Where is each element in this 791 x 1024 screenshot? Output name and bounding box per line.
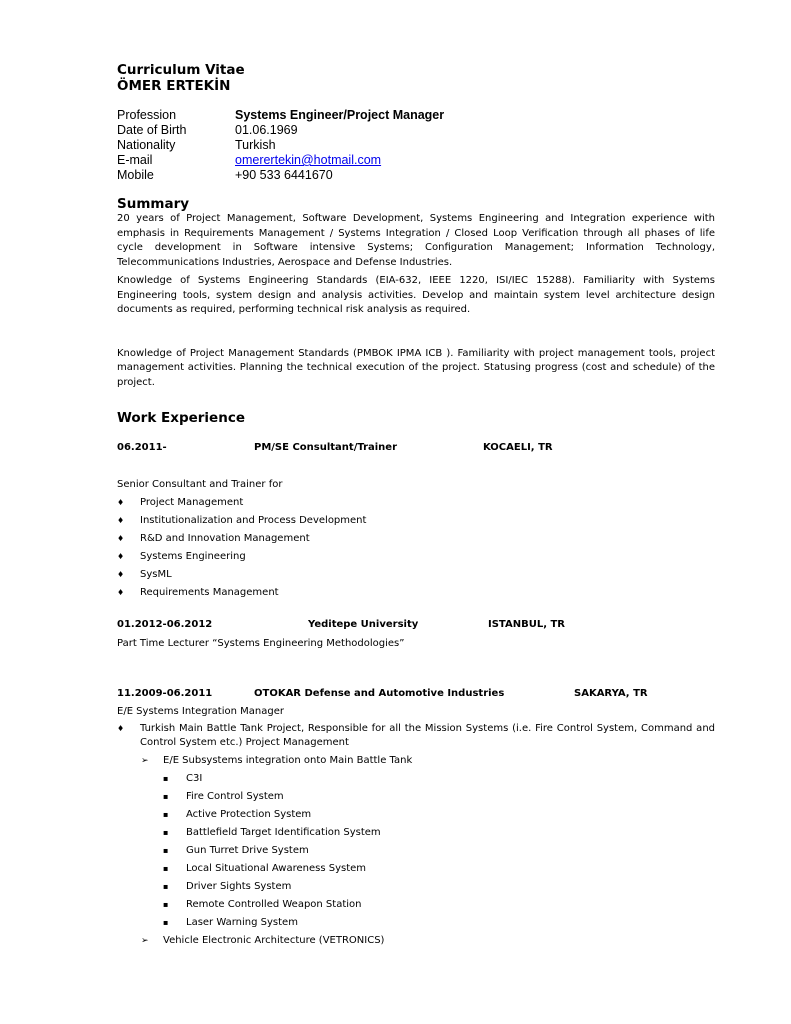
list-item: ➢ Vehicle Electronic Architecture (VETRONICS) — [141, 935, 385, 946]
personal-info — [117, 108, 715, 183]
diamond-bullet-icon: ♦ — [117, 516, 125, 525]
info-value: Turkish — [235, 138, 276, 152]
list-item: ▪ Local Situational Awareness System — [163, 863, 367, 874]
list-item: ▪ Fire Control System — [163, 791, 284, 802]
work-experience-heading: Work Experience — [117, 410, 245, 426]
list-item: ▪ C3I — [163, 773, 203, 784]
list-item: ♦ SysML — [117, 569, 172, 580]
list-item: ▪ Gun Turret Drive System — [163, 845, 309, 856]
info-label: E-mail — [117, 153, 153, 167]
job1-list — [117, 496, 715, 600]
diamond-bullet-icon: ♦ — [117, 498, 125, 507]
info-row-mobile — [117, 168, 715, 183]
square-bullet-icon: ▪ — [163, 828, 169, 837]
diamond-bullet-icon: ♦ — [117, 724, 125, 733]
job-header — [117, 688, 715, 702]
square-bullet-icon: ▪ — [163, 846, 169, 855]
diamond-bullet-icon: ♦ — [117, 588, 125, 597]
square-bullet-icon: ▪ — [163, 792, 169, 801]
list-item: ♦ Institutionalization and Process Development — [117, 515, 367, 526]
info-label: Mobile — [117, 168, 154, 182]
job-location: SAKARYA, TR — [574, 688, 648, 699]
summary-paragraph: 20 years of Project Management, Software Development, Systems Engineering and Integration experience with emphasis in Requirements Management / Systems Integration / Closed Loop Verification through all phases of life cycle development in Software intensive Systems; Configuration Management; Information Technology, Telecommunications Industries, Aerospace and Defense Industries. — [117, 213, 715, 268]
cv-title: Curriculum Vitae — [117, 62, 245, 78]
job-role: OTOKAR Defense and Automotive Industries — [254, 688, 505, 699]
job-header — [117, 442, 715, 456]
job-location: ISTANBUL, TR — [488, 619, 565, 630]
cv-name: ÖMER ERTEKİN — [117, 78, 231, 94]
list-item: ♦ Requirements Management — [117, 587, 279, 598]
diamond-bullet-icon: ♦ — [117, 552, 125, 561]
summary-paragraph: Knowledge of Systems Engineering Standards (EIA-632, IEEE 1220, ISI/IEC 15288). Familiarity with Systems Engineering tools, system design and analysis activities. Develop and maintain system level architecture design documents as required, performing technical risk analysis as required. — [117, 275, 715, 315]
list-item: ▪ Active Protection System — [163, 809, 312, 820]
square-bullet-icon: ▪ — [163, 900, 169, 909]
job-description: Part Time Lecturer “Systems Engineering Methodologies” — [117, 638, 405, 649]
job-date: 01.2012-06.2012 — [117, 619, 213, 630]
diamond-bullet-icon: ♦ — [117, 534, 125, 543]
list-item: ▪ Battlefield Target Identification System — [163, 827, 381, 838]
square-bullet-icon: ▪ — [163, 864, 169, 873]
list-item: ▪ Remote Controlled Weapon Station — [163, 899, 362, 910]
job-role: Yeditepe University — [308, 619, 419, 630]
info-value: Systems Engineer/Project Manager — [235, 108, 445, 122]
job-header — [117, 619, 715, 633]
info-row-nationality — [117, 138, 715, 153]
summary-heading: Summary — [117, 196, 190, 212]
square-bullet-icon: ▪ — [163, 774, 169, 783]
arrow-bullet-icon: ➢ — [141, 936, 149, 946]
job-role: PM/SE Consultant/Trainer — [254, 442, 398, 453]
info-row-email — [117, 153, 715, 168]
job-intro: Senior Consultant and Trainer for — [117, 479, 283, 490]
email-link[interactable]: omerertekin@hotmail.com — [235, 153, 382, 167]
info-value: +90 533 6441670 — [235, 168, 333, 182]
info-label: Date of Birth — [117, 123, 187, 137]
info-value — [235, 153, 381, 168]
diamond-bullet-icon: ♦ — [117, 570, 125, 579]
list-item: ♦ Project Management — [117, 497, 244, 508]
list-item: ▪ Laser Warning System — [163, 917, 298, 928]
job3-list — [117, 722, 715, 750]
info-value: 01.06.1969 — [235, 123, 298, 137]
square-bullet-icon: ▪ — [163, 810, 169, 819]
info-row-dob — [117, 123, 715, 138]
list-item: ▪ Driver Sights System — [163, 881, 292, 892]
info-label: Nationality — [117, 138, 176, 152]
summary-paragraph: Knowledge of Project Management Standards (PMBOK IPMA ICB ). Familiarity with project management tools, project management activities. Planning the technical execution of the project. Statusing progress (cost and schedule) of the project. — [117, 347, 715, 388]
info-label: Profession — [117, 108, 177, 122]
list-item: ♦ Turkish Main Battle Tank Project, Responsible for all the Mission Systems (i.e. Fire Control System, Command and Control System etc.) Project Management — [117, 723, 715, 748]
job3-sublist-2 — [117, 934, 715, 948]
job-location: KOCAELI, TR — [483, 442, 553, 453]
arrow-bullet-icon: ➢ — [141, 756, 149, 766]
subsystem-list — [117, 772, 715, 930]
job-date: 11.2009-06.2011 — [117, 688, 213, 699]
list-item: ➢ E/E Subsystems integration onto Main Battle Tank — [141, 755, 413, 766]
info-row-profession — [117, 108, 715, 123]
job-date: 06.2011- — [117, 442, 167, 453]
list-item: ♦ Systems Engineering — [117, 551, 246, 562]
square-bullet-icon: ▪ — [163, 882, 169, 891]
job3-sublist — [117, 754, 715, 768]
cv-document — [117, 62, 715, 952]
job-title: E/E Systems Integration Manager — [117, 706, 284, 717]
list-item: ♦ R&D and Innovation Management — [117, 533, 310, 544]
square-bullet-icon: ▪ — [163, 918, 169, 927]
